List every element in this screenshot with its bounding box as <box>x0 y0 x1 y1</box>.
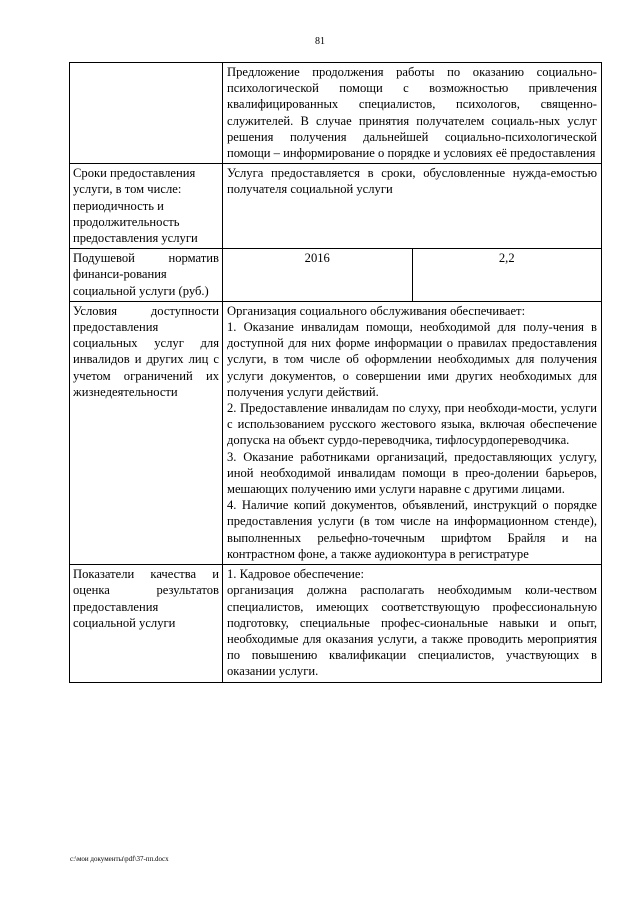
list-item: 4. Наличие копий документов, объявлений, инструкций о порядке предоставления услуги (в том числе на информационном стенде), выполненных рельефно-точечным шрифтом Брайля и на контрастном фоне, а также аудиоконтура в регистратуре <box>227 498 597 561</box>
row-label <box>70 63 223 164</box>
label-text: Условия доступности предоставления социальных услуг для инвалидов и других лиц с учетом ограничений их жизнедеятельности <box>73 303 219 399</box>
list-item: 2. Предоставление инвалидам по слуху, при необходи-мости, услуги с использованием русского жестового языка, включая обеспечение допуска на объект сурдо-переводчика, тифлосурдопереводчика. <box>227 401 597 448</box>
services-table <box>69 62 602 683</box>
list-item: 1. Оказание инвалидам помощи, необходимой для полу-чения в доступной для них форме информации о правилах предоставления услуги, в том числе об оформлении необходимых для получения услуги документов, о совершении ими других необходимых для получения услуги действий. <box>227 320 597 399</box>
label-text: Показатели качества и оценка результатов предоставления социальной услуги <box>73 567 219 630</box>
row-label <box>70 301 223 564</box>
row-label <box>70 164 223 249</box>
label-text: Сроки предоставления услуги, в том числе: периодичность и продолжительность предоставления услуги <box>73 166 198 246</box>
table-row <box>70 301 602 564</box>
table-row <box>70 63 602 164</box>
row-label <box>70 249 223 302</box>
row-value <box>223 301 602 564</box>
label-text: Подушевой норматив финанси-рования социальной услуги (руб.) <box>73 251 219 298</box>
row-value <box>223 63 602 164</box>
file-path-footer: c:\мои документы\pdf\37-пп.docx <box>70 855 169 863</box>
row-value <box>223 565 602 682</box>
list-item: 3. Оказание работниками организаций, предоставляющих услугу, иной необходимой инвалидам помощи в прео-долении барьеров, мешающих получению ими услуги наравне с другими лицами. <box>227 449 597 497</box>
section-heading: 1. Кадровое обеспечение: <box>227 567 365 582</box>
table-row <box>70 249 602 302</box>
paragraph: Организация социального обслуживания обеспечивает: <box>227 303 526 318</box>
row-value <box>223 164 602 249</box>
paragraph: Предложение продолжения работы по оказанию социально-психологической помощи с возможностью привлечения квалифицированных специалистов, психологов, священно-служителей. В случае принятия получателем социаль-ных услуг решения получения дальнейшей социально-психологической помощи – информирование о порядке и условиях её предоставления <box>227 65 597 161</box>
amount-cell: 2,2 <box>412 249 602 302</box>
table-row <box>70 565 602 682</box>
paragraph: Услуга предоставляется в сроки, обусловленные нужда-емостью получателя социальной услуги <box>227 166 597 197</box>
row-label <box>70 565 223 682</box>
year-cell: 2016 <box>223 249 413 302</box>
page-number: 81 <box>315 36 325 47</box>
paragraph: организация должна располагать необходимым коли-чеством специалистов, имеющих соответствующую профессиональную подготовку, специальные профес-сиональные навыки и опыт, необходимые для оказания услуги, а также проводить мероприятия по повышению квалификации специалистов, участвующих в оказании услуги. <box>227 583 597 679</box>
table-row <box>70 164 602 249</box>
